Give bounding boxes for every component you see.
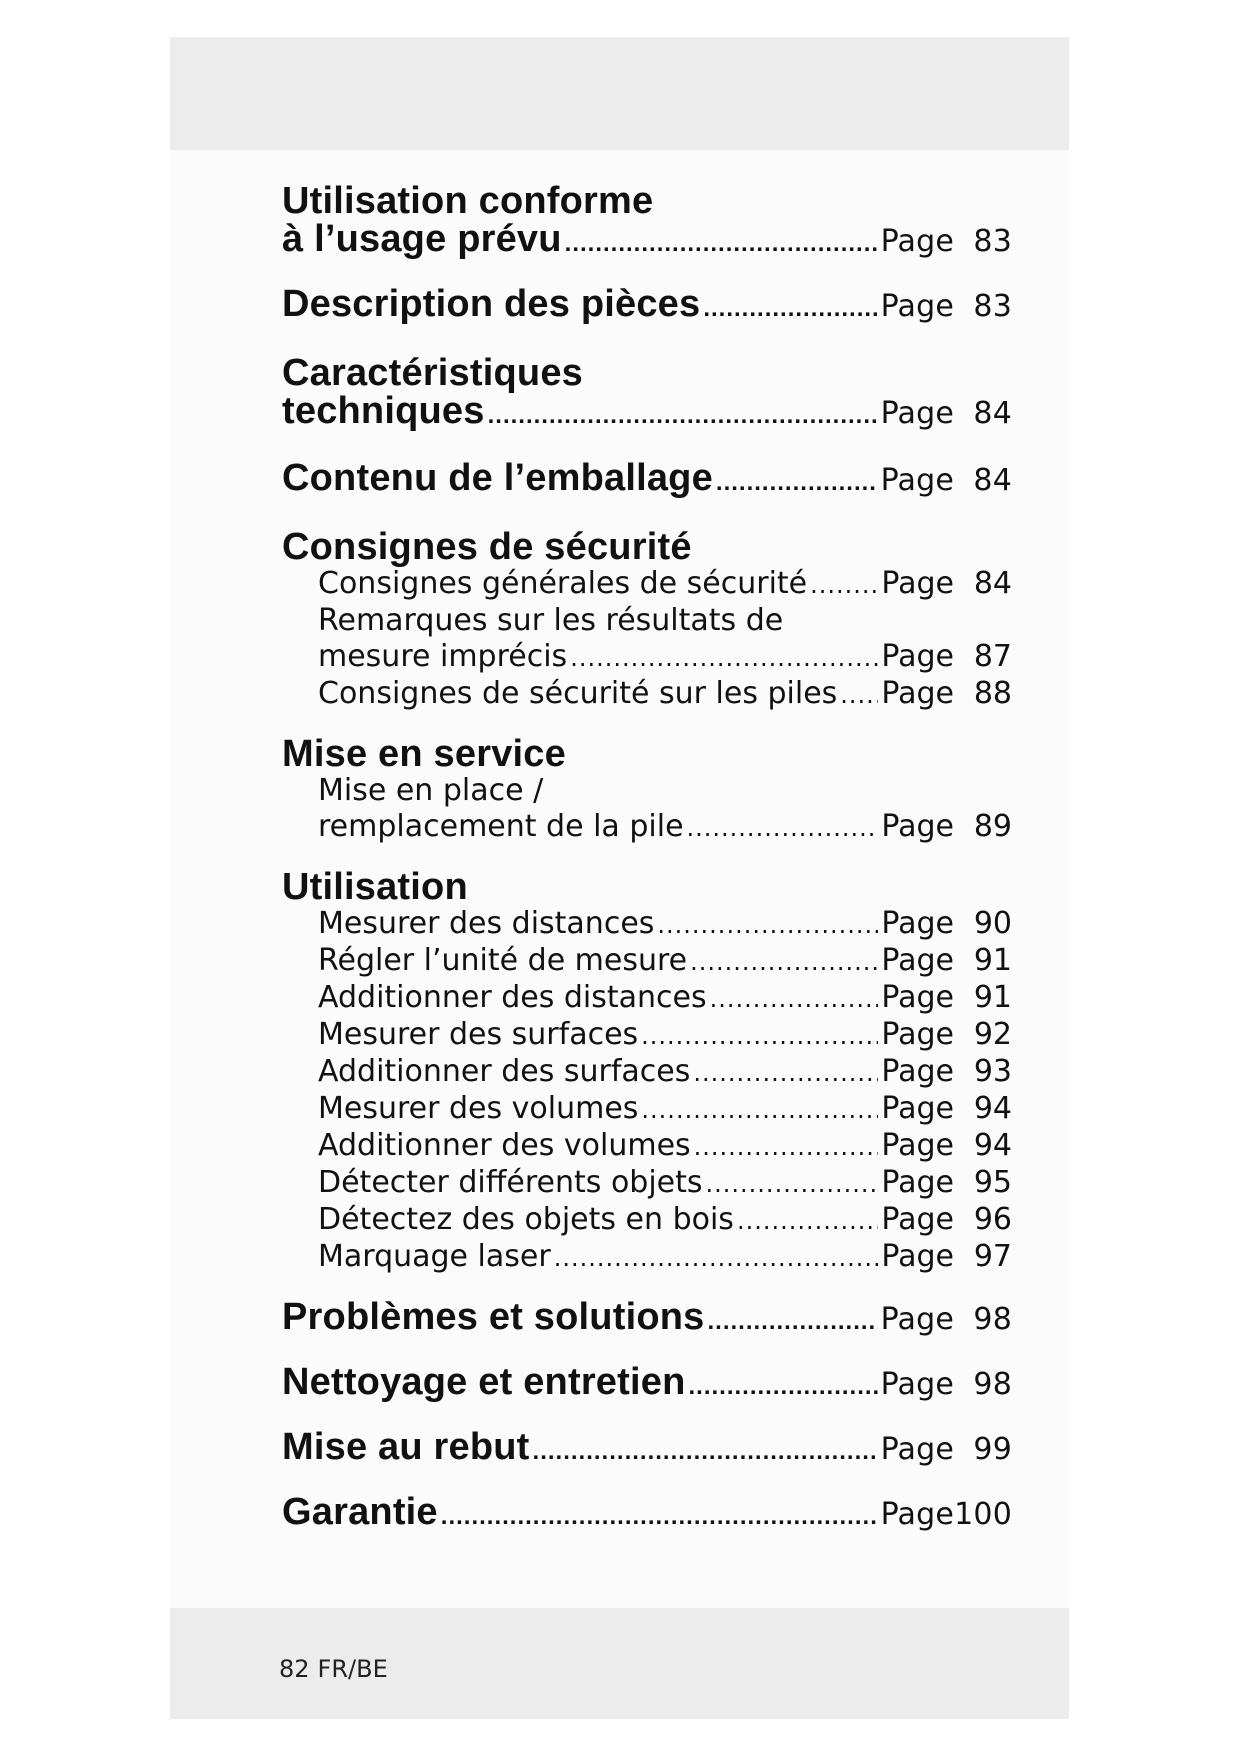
toc-item-text: Remarques sur les résultats de [318,603,784,638]
page-reference [881,1091,1012,1127]
page-reference [881,943,1012,979]
toc-item-text: Mesurer des volumes [318,1091,639,1126]
page-reference [881,639,1012,675]
toc-section-title-line [282,1428,1012,1471]
footer-page-number: 82 [279,1655,310,1683]
toc-section [282,735,1012,846]
section-title-text: Garantie [282,1491,438,1533]
leader-dots [690,944,878,980]
page-label: Page [880,1302,954,1337]
toc-item-text: Détectez des objets en bois [318,1202,734,1237]
leader-dots [565,225,878,263]
toc-item-line [282,1239,1012,1276]
page-reference [881,395,1012,433]
page-label: Page [881,566,954,601]
section-title-text: Nettoyage et entretien [282,1361,686,1403]
section-title-text: Problèmes et solutions [282,1296,705,1338]
leader-dots [737,1203,878,1239]
page-reference [881,288,1012,326]
toc-item-line [282,1017,1012,1054]
page-number: 90 [973,906,1012,941]
page-number: 87 [973,639,1012,674]
toc-item-text: Mise en place / [318,773,544,808]
page-label: Page [881,1091,954,1126]
toc-item-line [282,1202,1012,1239]
page-number: 91 [973,980,1012,1015]
page-reference [881,676,1012,712]
section-title-text: Utilisation [282,866,468,908]
leader-dots [441,1498,878,1536]
leader-dots [716,464,878,502]
page-number: 95 [973,1165,1012,1200]
toc-item-text: Régler l’unité de mesure [318,943,688,978]
toc-item-line [282,1091,1012,1128]
page-label: Page [881,906,954,941]
page-label: Page [881,1165,954,1200]
toc-item-text: mesure imprécis [318,639,568,674]
toc-item-text: Additionner des distances [318,980,707,1015]
page-number: 93 [973,1054,1012,1089]
page-label: Page [881,676,954,711]
leader-dots [693,1055,878,1091]
page-number: 84 [973,566,1012,601]
page-reference [881,809,1012,845]
toc-section-title-line [282,1298,1012,1341]
leader-dots [689,1368,878,1406]
toc-item-line [282,980,1012,1017]
document-page [170,37,1069,1719]
toc-item-text: Additionner des surfaces [318,1054,691,1089]
toc-section [282,1428,1012,1471]
page-number: 83 [973,224,1012,259]
toc-item-text: Mesurer des distances [318,906,655,941]
toc-item-text: Mesurer des surfaces [318,1017,639,1052]
toc-section-title-line [282,220,1012,263]
page-reference [881,1366,1012,1404]
page-reference [881,980,1012,1016]
page-number: 98 [973,1302,1012,1337]
leader-dots [570,640,878,676]
toc-item-text: Additionner des volumes [318,1128,691,1163]
page-label: Page [880,463,954,498]
leader-dots [488,397,878,435]
toc-section-title-line [282,528,1012,566]
leader-dots [641,1092,878,1128]
toc-item-line [282,639,1012,676]
page-label: Page [881,980,954,1015]
leader-dots [703,290,877,328]
page-reference [881,1431,1012,1469]
page-number: 97 [973,1239,1012,1274]
page-label: Page [880,1432,954,1467]
toc-section-title-line [282,459,1012,502]
toc-section-title-line [282,868,1012,906]
page-number: 89 [973,809,1012,844]
page-label: Page [881,809,954,844]
page-number: 83 [973,289,1012,324]
leader-dots [533,1433,878,1471]
page-number: 100 [954,1497,1012,1532]
toc-section [282,354,1012,435]
toc-item-line [282,1128,1012,1165]
section-title-text: Mise au rebut [282,1426,530,1468]
section-title-text: Mise en service [282,733,566,775]
toc-section [282,868,1012,1276]
toc-section [282,528,1012,713]
page-label: Page [881,1054,954,1089]
section-title-text: Utilisation conforme [282,180,654,222]
toc-section [282,182,1012,263]
page-label: Page [880,289,954,324]
page-label: Page [881,639,954,674]
toc-section-title-line [282,392,1012,435]
page-label: Page [880,224,954,259]
page-reference [881,1202,1012,1238]
leader-dots [687,810,879,846]
toc-section-title-line [282,735,1012,773]
section-title-text: techniques [282,390,485,432]
page-footer [279,1655,388,1683]
leader-dots [706,1166,879,1202]
toc-item-line [282,943,1012,980]
table-of-contents [282,182,1012,1536]
toc-section-title-line [282,354,1012,392]
toc-item-text: remplacement de la pile [318,809,684,844]
page-label: Page [881,1017,954,1052]
toc-item-line [282,1165,1012,1202]
page-number: 92 [973,1017,1012,1052]
page-reference [881,1301,1012,1339]
leader-dots [694,1129,879,1165]
page-label: Page [880,396,954,431]
page-reference [881,566,1012,602]
toc-item-text: Détecter différents objets [318,1165,703,1200]
page-number: 84 [973,463,1012,498]
page-number: 94 [973,1091,1012,1126]
page-reference [881,1017,1012,1053]
leader-dots [641,1018,878,1054]
toc-item-line [282,809,1012,846]
section-title-text: Description des pièces [282,283,701,325]
page-label: Page [880,1367,954,1402]
page-reference [881,1165,1012,1201]
page-reference [881,1239,1012,1275]
page-number: 88 [973,676,1012,711]
toc-item-line [282,1054,1012,1091]
section-title-text: à l’usage prévu [282,218,562,260]
leader-dots [708,1303,878,1341]
toc-item-line [282,566,1012,603]
header-band [170,37,1069,150]
page-number: 84 [973,396,1012,431]
toc-section [282,1493,1012,1536]
section-title-text: Contenu de l’emballage [282,457,713,499]
toc-section-title-line [282,285,1012,328]
toc-section [282,1363,1012,1406]
page-reference [881,1496,1012,1534]
toc-item-line [282,906,1012,943]
toc-item-line [282,773,1012,809]
section-title-text: Consignes de sécurité [282,526,692,568]
page-number: 99 [973,1432,1012,1467]
toc-section [282,1298,1012,1341]
toc-section-title-line [282,182,1012,220]
toc-item-line [282,603,1012,639]
page-reference [881,1054,1012,1090]
page-number: 94 [973,1128,1012,1163]
leader-dots [710,981,879,1017]
page-reference [881,223,1012,261]
toc-item-text: Consignes générales de sécurité [318,566,808,601]
page-reference [881,906,1012,942]
page-number: 96 [973,1202,1012,1237]
page-reference [881,1128,1012,1164]
toc-section [282,459,1012,502]
page-label: Page [881,1202,954,1237]
toc-item-line [282,676,1012,713]
leader-dots [810,567,878,603]
toc-item-text: Marquage laser [318,1239,551,1274]
page-reference [881,462,1012,500]
leader-dots [840,677,878,713]
toc-section [282,285,1012,328]
section-title-text: Caractéristiques [282,352,584,394]
page-label: Page [881,943,954,978]
page-number: 98 [973,1367,1012,1402]
footer-locale: FR/BE [317,1655,388,1683]
page-label: Page [881,1239,954,1274]
leader-dots [554,1240,879,1276]
page-label: Page [881,1128,954,1163]
page-number: 91 [973,943,1012,978]
page-label: Page [880,1497,954,1532]
toc-section-title-line [282,1493,1012,1536]
toc-item-text: Consignes de sécurité sur les piles [318,676,838,711]
toc-section-title-line [282,1363,1012,1406]
leader-dots [657,907,878,943]
